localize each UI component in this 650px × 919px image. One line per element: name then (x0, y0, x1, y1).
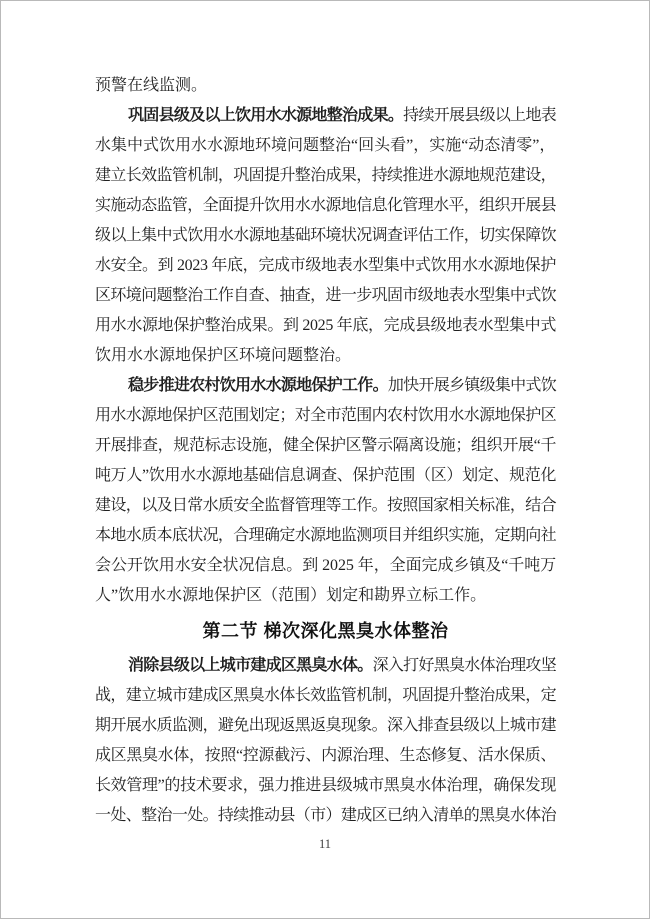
paragraph-lead: 稳步推进农村饮用水水源地保护工作。 (128, 377, 388, 394)
section-heading: 第二节 梯次深化黑臭水体整治 (202, 621, 449, 641)
text-line: 水安全。到 2023 年底，完成市级地表水型集中式饮用水水源地保护 (95, 257, 557, 274)
text-line: 巩固县级及以上饮用水水源地整治成果。持续开展县级以上地表 (128, 107, 557, 124)
text-line: 开展排查，规范标志设施，健全保护区警示隔离设施；组织开展“千 (95, 437, 557, 454)
text-line: 用水水源地保护整治成果。到 2025 年底，完成县级地表水型集中式 (95, 317, 557, 334)
text-line: 成区黑臭水体，按照“控源截污、内源治理、生态修复、活水保质、 (95, 747, 557, 764)
text-line: 预警在线监测。 (95, 77, 208, 94)
text-line: 区环境问题整治工作自查、抽查，进一步巩固市级地表水型集中式饮 (95, 287, 557, 304)
paragraph-lead: 巩固县级及以上饮用水水源地整治成果。 (128, 107, 404, 124)
text-line: 稳步推进农村饮用水水源地保护工作。加快开展乡镇级集中式饮 (128, 377, 557, 394)
paragraph-lead: 消除县级以上城市建成区黑臭水体。 (128, 657, 373, 674)
text-line: 会公开饮用水安全状况信息。到 2025 年，全面完成乡镇及“千吨万 (95, 557, 557, 574)
text-line: 人”饮用水水源地保护区（范围）划定和勘界立标工作。 (95, 587, 487, 604)
text-line: 实施动态监管，全面提升饮用水水源地信息化管理水平，组织开展县 (95, 197, 557, 214)
text-line: 建设，以及日常水质安全监督管理等工作。按照国家相关标准，结合 (95, 497, 557, 514)
text-line: 战，建立城市建成区黑臭水体长效监管机制，巩固提升整治成果，定 (95, 687, 557, 704)
text-line: 建立长效监管机制，巩固提升整治成果，持续推进水源地规范建设， (95, 167, 557, 184)
text-line: 饮用水水源地保护区环境问题整治。 (95, 347, 352, 364)
text-line: 吨万人”饮用水水源地基础信息调查、保护范围（区）划定、规范化 (95, 467, 557, 484)
text-line: 消除县级以上城市建成区黑臭水体。深入打好黑臭水体治理攻坚 (128, 657, 557, 674)
text-line: 水集中式饮用水水源地环境问题整治“回头看”，实施“动态清零”， (95, 137, 556, 154)
page-number: 11 (318, 837, 332, 851)
text-line: 用水水源地保护区范围划定；对全市范围内农村饮用水水源地保护区 (95, 407, 557, 424)
text-line: 一处、整治一处。持续推动县（市）建成区已纳入清单的黑臭水体治 (95, 807, 557, 824)
document-content (95, 71, 556, 831)
text-line: 级以上集中式饮用水水源地基础环境状况调查评估工作，切实保障饮 (95, 227, 557, 244)
text-line: 期开展水质监测，避免出现返黑返臭现象。深入排查县级以上城市建 (95, 717, 557, 734)
text-line: 长效管理”的技术要求，强力推进县级城市黑臭水体治理，确保发现 (95, 777, 557, 794)
text-line: 本地水质本底状况，合理确定水源地监测项目并组织实施，定期向社 (95, 527, 557, 544)
